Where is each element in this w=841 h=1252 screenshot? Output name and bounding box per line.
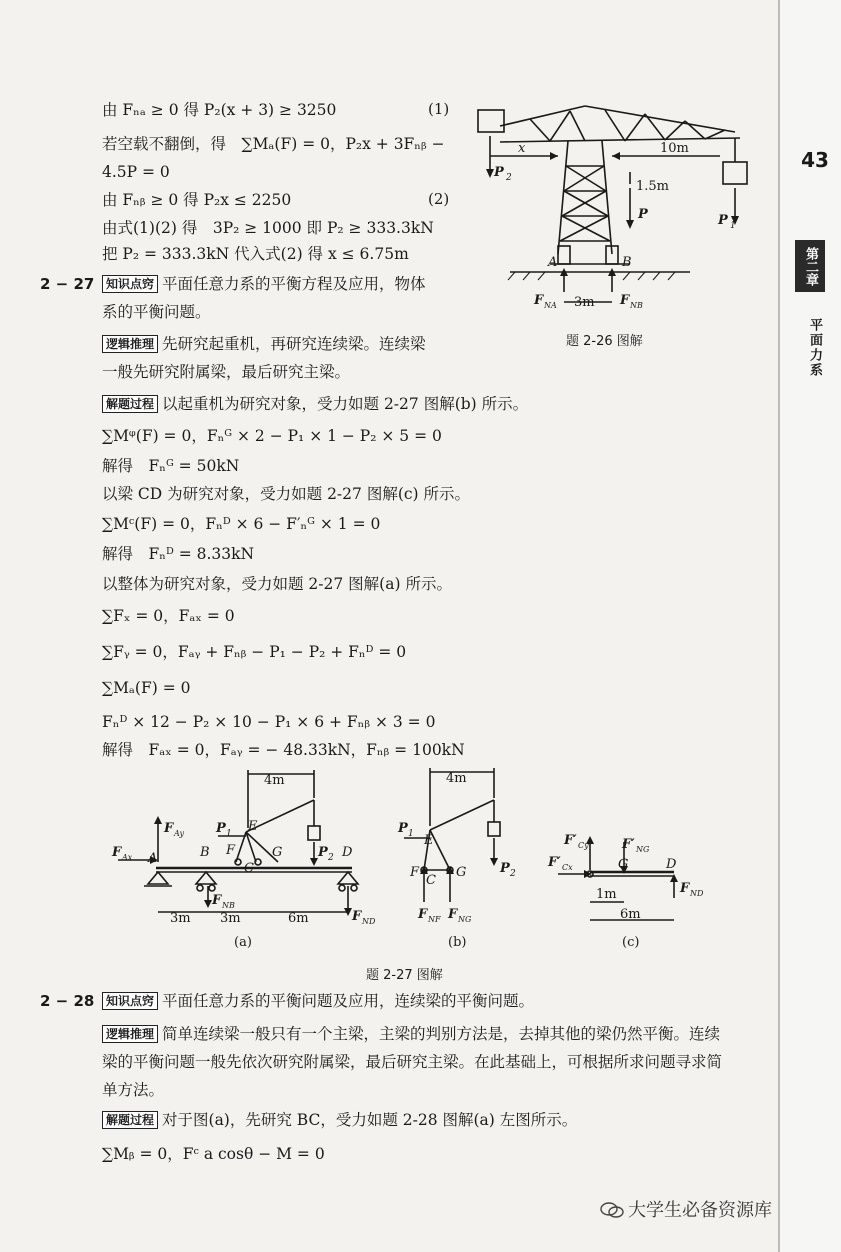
text-line: 若空载不翻倒，得 ∑Mₐ(F) = 0，P₂x + 3Fₙᵦ − [102, 135, 445, 153]
label-FAy-sub: Ay [174, 829, 184, 838]
label-FNG: F [448, 907, 458, 922]
text-line: 系的平衡问题。 [102, 303, 211, 321]
label-6m-c: 6m [620, 907, 641, 922]
label-FNG-sub: NG [458, 915, 472, 924]
page-number: 43 [801, 148, 829, 172]
label-P2: P [494, 165, 504, 180]
label-FpCy: F′ [564, 833, 577, 848]
label-FpCx-sub: Cx [562, 863, 573, 872]
text-line: 4.5P = 0 [102, 163, 170, 181]
label-D-c: D [666, 857, 677, 872]
label-P2-b: P [500, 861, 510, 876]
label-C-b: C [426, 873, 436, 888]
knowledge-text: 平面任意力系的平衡问题及应用，连续梁的平衡问题。 [162, 992, 535, 1010]
label-FNA: F [534, 293, 544, 308]
beam-figures [108, 762, 718, 962]
label-FNB: F [620, 293, 630, 308]
label-F: F [226, 843, 236, 858]
label-10m: 10m [660, 141, 689, 156]
text-line: 以整体为研究对象，受力如题 2-27 图解(a) 所示。 [102, 575, 452, 593]
crane-figure [470, 96, 780, 326]
label-FND: F [352, 909, 362, 924]
label-6m: 6m [288, 911, 309, 926]
chapter-tab: 第二章 [795, 240, 825, 292]
text-line: 由 Fₙᵦ ≥ 0 得 P₂x ≤ 2250 [102, 191, 292, 209]
watermark [600, 1196, 840, 1222]
label-FAy: F [164, 821, 174, 836]
logic-tag: 逻辑推理 [102, 335, 158, 353]
label-FND-sub: ND [362, 917, 376, 926]
solution-text: 以起重机为研究对象，受力如题 2-27 图解(b) 所示。 [162, 395, 529, 413]
text-line: 梁的平衡问题一般先依次研究附属梁，最后研究主梁。在此基础上，可根据所求问题寻求简 [102, 1053, 723, 1071]
solution-line [102, 1110, 577, 1130]
label-D: D [342, 845, 353, 860]
label-P2-sub: 2 [328, 853, 334, 863]
equation: ∑Mᵦ = 0，Fᶜ a cosθ − M = 0 [102, 1145, 325, 1163]
label-B: B [200, 845, 210, 860]
label-FND-c-sub: ND [690, 889, 704, 898]
figure-caption: 题 2-26 图解 [566, 334, 643, 349]
watermark-text: 大学生必备资源库 [628, 1200, 772, 1221]
label-FNA-sub: NA [544, 301, 557, 310]
equation: ∑Mₐ(F) = 0 [102, 679, 191, 697]
subfig-a: (a) [234, 935, 252, 950]
equation-number: (2) [428, 190, 450, 208]
label-A: A [148, 851, 158, 866]
label-P1-sub: 1 [226, 829, 232, 839]
label-E-b: E [424, 833, 434, 848]
logic-text: 先研究起重机，再研究连续梁。连续梁 [162, 335, 426, 353]
label-P1-sub: 1 [730, 221, 736, 231]
knowledge-tag: 知识点窍 [102, 275, 158, 293]
label-G-c: G [618, 857, 629, 872]
page-margin [778, 0, 841, 1252]
label-3m: 3m [574, 295, 595, 310]
label-B: B [622, 255, 632, 270]
equation-number: (1) [428, 100, 450, 118]
label-P2-sub: 2 [506, 173, 512, 183]
chapter-title: 平面力系 [807, 318, 822, 378]
label-FNF-sub: NF [428, 915, 441, 924]
text-line: 把 P₂ = 333.3kN 代入式(2) 得 x ≤ 6.75m [102, 245, 409, 263]
label-P1: P [718, 213, 728, 228]
equation: 解得 Fₐₓ = 0，Fₐᵧ = − 48.33kN，Fₙᵦ = 100kN [102, 741, 465, 759]
label-P2-b-sub: 2 [510, 869, 516, 879]
label-P1-b-sub: 1 [408, 829, 414, 839]
equation: ∑Mᶜ(F) = 0，Fₙᴰ × 6 − F′ₙᴳ × 1 = 0 [102, 515, 381, 533]
label-FND-c: F [680, 881, 690, 896]
label-1m-c: 1m [596, 887, 617, 902]
label-FAx: F [112, 845, 122, 860]
logic-line [102, 1024, 720, 1044]
label-C: C [244, 861, 254, 876]
label-P1: P [216, 821, 226, 836]
label-FpCx: F′ [548, 855, 561, 870]
label-G-b: G [456, 865, 467, 880]
label-P: P [638, 207, 648, 222]
equation: Fₙᴰ × 12 − P₂ × 10 − P₁ × 6 + Fₙᵦ × 3 = 0 [102, 713, 436, 731]
text-line: 由 Fₙₐ ≥ 0 得 P₂(x + 3) ≥ 3250 [102, 101, 337, 119]
wechat-icon [600, 1201, 624, 1219]
knowledge-tag: 知识点窍 [102, 992, 158, 1010]
label-FNB-sub: NB [630, 301, 643, 310]
equation: ∑Fᵧ = 0，Fₐᵧ + Fₙᵦ − P₁ − P₂ + Fₙᴰ = 0 [102, 643, 407, 661]
equation: ∑Mᵠ(F) = 0，Fₙᴳ × 2 − P₁ × 1 − P₂ × 5 = 0 [102, 427, 442, 445]
knowledge-line [102, 991, 534, 1011]
label-4m-b: 4m [446, 771, 467, 786]
text-line: 单方法。 [102, 1081, 165, 1099]
equation: 解得 Fₙᴰ = 8.33kN [102, 545, 255, 563]
label-FNB: F [212, 893, 222, 908]
label-1-5m: 1.5m [636, 179, 670, 194]
solution-line [102, 394, 528, 414]
label-FNB-sub: NB [222, 901, 235, 910]
label-3m: 3m [170, 911, 191, 926]
logic-text: 简单连续梁一般只有一个主梁，主梁的判别方法是，去掉其他的梁仍然平衡。连续 [162, 1025, 721, 1043]
logic-line [102, 334, 426, 354]
logic-tag: 逻辑推理 [102, 1025, 158, 1043]
solution-tag: 解题过程 [102, 395, 158, 413]
label-FAx-sub: Ax [122, 853, 133, 862]
label-FpCy-sub: Cy [578, 841, 589, 850]
label-x: x [518, 141, 526, 156]
text-line: 一般先研究附属梁，最后研究主梁。 [102, 363, 351, 381]
problem-number: 2 − 28 [40, 992, 95, 1010]
text-line: 由式(1)(2) 得 3P₂ ≥ 1000 即 P₂ ≥ 333.3kN [102, 219, 434, 237]
subfig-b: (b) [448, 935, 467, 950]
text-line: 以梁 CD 为研究对象，受力如题 2-27 图解(c) 所示。 [102, 485, 471, 503]
label-P1-b: P [398, 821, 408, 836]
label-FpNG: F′ [622, 837, 635, 852]
knowledge-text: 平面任意力系的平衡方程及应用，物体 [162, 275, 426, 293]
label-G: G [272, 845, 283, 860]
equation: 解得 Fₙᴳ = 50kN [102, 457, 240, 475]
label-A: A [548, 255, 558, 270]
label-FNF: F [418, 907, 428, 922]
label-E: E [248, 819, 258, 834]
equation: ∑Fₓ = 0，Fₐₓ = 0 [102, 607, 235, 625]
figure-caption: 题 2-27 图解 [366, 968, 443, 983]
counterweight-box [478, 110, 504, 132]
solution-tag: 解题过程 [102, 1111, 158, 1129]
label-3m-b: 3m [220, 911, 241, 926]
label-P2: P [318, 845, 328, 860]
solution-text: 对于图(a)，先研究 BC，受力如题 2-28 图解(a) 左图所示。 [162, 1111, 578, 1129]
problem-number: 2 − 27 [40, 275, 95, 293]
knowledge-line [102, 274, 426, 294]
label-4m: 4m [264, 773, 285, 788]
label-FpNG-sub: NG [636, 845, 650, 854]
subfig-c: (c) [622, 935, 640, 950]
label-F-b: F [410, 865, 420, 880]
